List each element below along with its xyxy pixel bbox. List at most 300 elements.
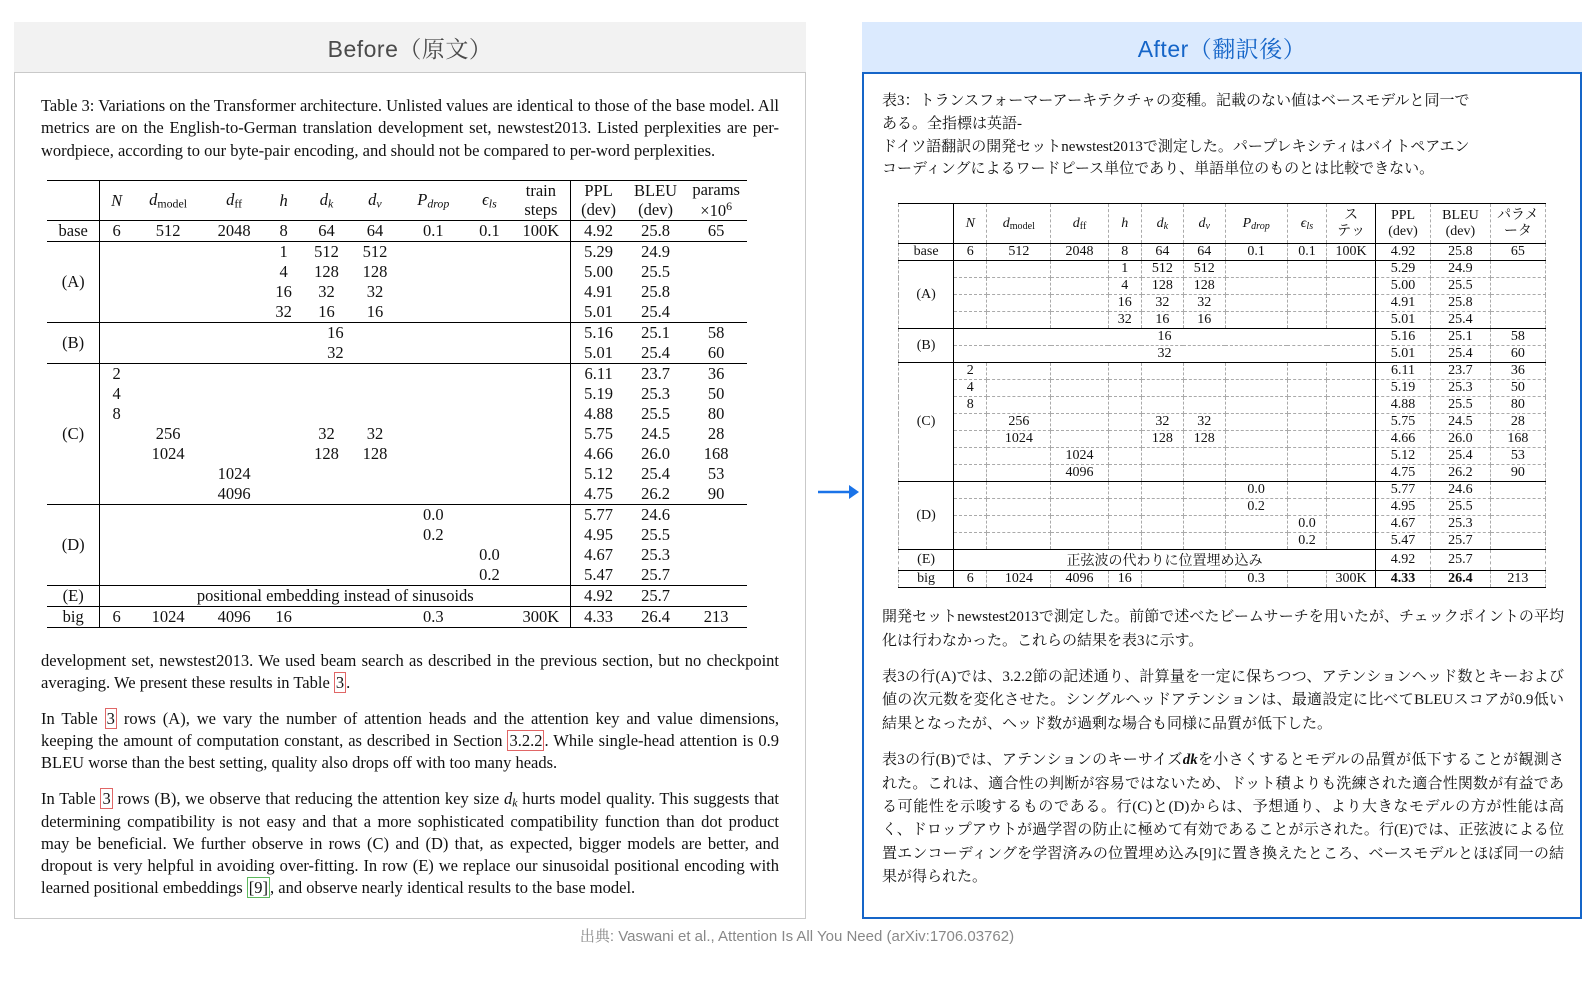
cell-dff: 2048 [1051,244,1108,261]
after-panel-body [862,72,1582,919]
cell-dmodel [133,464,203,484]
cell-dk [302,404,350,424]
cell-params: 36 [1490,363,1545,380]
cell-params: 80 [707,404,725,424]
cell-params: 90 [1490,465,1545,482]
cell-els [467,302,511,323]
cell-dff [1051,278,1108,295]
cell-h [265,424,302,444]
cell-dmodel: 1024 [987,431,1051,448]
cell-dmodel [987,482,1051,499]
cell-N [954,414,987,431]
cell-dff: 1024 [217,464,251,484]
cell-dff [203,404,265,424]
cell-ppl: 4.88 [571,404,626,424]
cell-dmodel [987,278,1051,295]
cell-dmodel [133,484,203,505]
cell-params: 80 [1490,397,1545,414]
table-row [899,550,1546,571]
cell-bleu: 25.5 [1431,397,1491,414]
cell-dff [203,364,265,385]
cell-dk [1141,465,1183,482]
cell-dv: 128 [1183,278,1225,295]
cell-steps [1327,278,1376,295]
cell-bleu: 24.9 [1431,261,1491,278]
cell-h [1108,499,1141,516]
cell-bleu: 25.5 [641,525,670,545]
cell-params: 53 [1490,448,1545,465]
cell-ppl: 5.77 [571,505,626,526]
cell-N [954,516,987,533]
cell-bleu: 25.3 [641,545,670,565]
cell-dmodel: 1024 [133,607,203,628]
cross-reference-link[interactable]: 3 [335,673,345,693]
cell-ppl: 4.67 [1375,516,1430,533]
cell-els [467,444,511,464]
cell-N: 4 [954,380,987,397]
cell-bleu: 26.0 [1431,431,1491,448]
cell-els [1287,363,1327,380]
cell-N: 2 [954,363,987,380]
cell-steps [511,424,570,444]
cell-params: 50 [1490,380,1545,397]
cell-dff: 4096 [1051,571,1108,588]
cell-els: 0.2 [479,565,500,585]
cell-N [954,465,987,482]
cell-Pdrop: 0.3 [1225,571,1287,588]
table-row [47,424,747,444]
cell-h: 1 [1108,261,1141,278]
cell-dff [203,262,265,282]
cell-dff [1051,380,1108,397]
cell-bleu: 25.8 [626,221,685,242]
cell-params [685,242,747,263]
cell-h: 1 [265,242,302,263]
merged-value-cell: 16 [954,329,1376,346]
cell-h [265,384,302,404]
cell-steps [1327,295,1376,312]
cell-params [685,586,747,607]
cell-bleu: 26.0 [641,444,670,464]
cell-ppl: 5.01 [571,302,626,323]
merged-description-cell: 正弦波の代わりに位置埋め込み [954,550,1376,571]
japanese-table-caption [882,90,1564,181]
table-row [47,565,747,586]
cell-bleu: 25.5 [1431,499,1491,516]
cell-ppl: 4.33 [571,607,626,628]
cell-Pdrop [1225,261,1287,278]
cell-Pdrop [399,262,467,282]
before-panel-body [14,72,806,919]
cell-dff [203,282,265,302]
cell-dv [351,607,399,628]
cell-N: 6 [100,607,133,628]
cell-dmodel: 256 [987,414,1051,431]
cell-els [467,364,511,385]
cell-dmodel [133,364,203,385]
cell-dmodel [987,533,1051,550]
cell-dmodel [987,465,1051,482]
cell-els [1287,499,1327,516]
column-header-steps: ス テッ [1327,204,1376,244]
cell-Pdrop [1225,414,1287,431]
cell-params: 213 [685,607,747,628]
column-header-ppl: PPL (dev) [571,181,626,221]
cell-params [685,525,747,545]
cell-params [1490,261,1545,278]
cell-dk: 128 [1141,278,1183,295]
cell-els: 0.1 [1287,244,1327,261]
column-header-dv: dv [1183,204,1225,244]
cell-Pdrop [399,282,467,302]
cell-ppl: 4.95 [1375,499,1430,516]
cell-ppl: 5.12 [571,464,626,484]
column-header-dff: $d_{ff}$ [203,181,265,221]
cell-Pdrop: 0.2 [422,525,444,545]
cell-steps [1327,261,1376,278]
cell-dk [1141,448,1183,465]
row-group-label: (C) [899,363,954,482]
cell-h [1108,516,1141,533]
cell-ppl: 4.92 [571,221,626,242]
table-row [47,525,747,545]
cell-params [1490,516,1545,533]
cell-dv [1183,380,1225,397]
cell-bleu: 25.4 [641,343,670,363]
cell-dv [1183,499,1225,516]
column-header-dk: dk [302,181,350,221]
cell-dk: 32 [318,424,335,444]
column-header-dmodel: $d_{model}$ [133,181,203,221]
cell-steps [511,444,570,464]
cell-dv: 64 [1183,244,1225,261]
cell-dmodel [133,525,203,545]
cell-bleu: 25.1 [626,323,685,344]
english-table-container [41,180,779,628]
cell-dv: 32 [366,282,384,302]
cell-bleu: 26.2 [1431,465,1491,482]
cell-bleu: 25.4 [1431,312,1491,329]
cell-steps [511,282,570,302]
table-row [899,533,1546,550]
cell-Pdrop: 0.0 [1225,482,1287,499]
cell-els [1287,397,1327,414]
cell-dk: 32 [1141,295,1183,312]
cell-dv [1183,533,1225,550]
cross-reference-link[interactable]: 3.2.2 [509,731,543,750]
column-header-N: N [100,181,133,221]
cell-params: 168 [1490,431,1545,448]
cell-params [1490,295,1545,312]
cell-dk [1141,482,1183,499]
table-row [899,261,1546,278]
cell-N [100,262,133,282]
cell-h [265,505,302,526]
cell-dv: 128 [362,262,388,282]
cell-params [1490,550,1545,571]
cell-dv [351,484,399,505]
cell-bleu: 25.7 [641,565,670,585]
cell-Pdrop [1225,516,1287,533]
column-header-params: パラメ ータ [1490,204,1545,244]
cell-Pdrop [1225,431,1287,448]
cell-ppl: 4.75 [1375,465,1430,482]
cell-els [1287,431,1327,448]
cell-dv: 64 [351,221,399,242]
table-row [47,221,747,242]
column-header-Pdrop: Pdrop [1225,204,1287,244]
cell-Pdrop [399,242,467,263]
table-row [899,295,1546,312]
row-group-label: (E) [47,586,100,607]
cell-bleu: 25.5 [641,262,670,282]
cell-h [1108,448,1141,465]
cell-dk: 64 [1141,244,1183,261]
cell-ppl: 4.95 [571,525,626,545]
cell-dmodel [987,397,1051,414]
cell-steps [1327,482,1376,499]
cell-dv [1183,363,1225,380]
table-bottom-rule [47,627,747,628]
cell-ppl: 4.92 [1375,550,1430,571]
cell-params: 65 [685,221,747,242]
column-header-steps: train steps [511,181,570,221]
cell-N: 6 [954,244,987,261]
cell-dmodel: 1024 [151,444,185,464]
table-row [899,363,1546,380]
cell-N [100,424,133,444]
column-header-Pdrop: Pdrop [399,181,467,221]
cell-dv: 32 [1183,414,1225,431]
cell-steps [1327,499,1376,516]
cell-dv [351,505,399,526]
cell-steps [1327,533,1376,550]
cell-dmodel [133,565,203,586]
table-row [47,242,747,263]
cell-N: 2 [100,364,133,385]
cell-N [100,242,133,263]
column-header-N: N [954,204,987,244]
column-header-dv: dv [351,181,399,221]
cell-dv [1183,448,1225,465]
cell-dff [1051,431,1108,448]
cell-params: 28 [1490,414,1545,431]
cell-h: 4 [1108,278,1141,295]
row-group-label: (D) [47,505,100,586]
row-group-label: (C) [47,364,100,505]
cell-dff [203,525,265,545]
cell-dff [203,565,265,586]
inline-math: dk [503,788,518,810]
cell-dmodel [133,384,203,404]
cell-bleu: 23.7 [626,364,685,385]
cell-ppl: 5.47 [571,565,626,586]
cell-steps [1327,380,1376,397]
cell-bleu: 24.6 [626,505,685,526]
cell-N [100,545,133,565]
column-header-dmodel: $d_{model}$ [987,204,1051,244]
cell-els [1287,261,1327,278]
cross-reference-link[interactable]: 3 [106,709,115,729]
cell-params [1490,312,1545,329]
cell-dv [351,364,399,385]
cell-dk [302,525,350,545]
cell-steps: 300K [1327,571,1376,588]
cell-dv [351,404,399,424]
cell-dmodel [133,262,203,282]
cell-dff [1051,533,1108,550]
cell-ppl: 5.75 [1375,414,1430,431]
cell-dff [1051,499,1108,516]
cell-ppl: 5.01 [1375,346,1430,363]
cell-els [1287,278,1327,295]
cell-dk [302,505,350,526]
cell-Pdrop [399,302,467,323]
english-results-table [47,180,747,628]
cell-N [954,533,987,550]
cell-steps: 300K [511,607,570,628]
cell-dv: 512 [351,242,399,263]
cell-Pdrop [1225,295,1287,312]
cell-Pdrop [1225,448,1287,465]
cell-ppl: 4.88 [1375,397,1430,414]
cell-N [100,282,133,302]
japanese-results-table [898,203,1546,588]
cell-dv [1183,397,1225,414]
cell-params [1490,499,1545,516]
cell-dk [302,484,350,505]
column-header-dk: dk [1141,204,1183,244]
citation-link[interactable]: [9] [248,878,268,898]
cell-els [1287,312,1327,329]
cell-bleu: 25.8 [1431,244,1491,261]
cell-params: 28 [707,424,725,444]
cell-dff [203,384,265,404]
cell-h [265,364,302,385]
cell-els [467,607,511,628]
cell-N [954,295,987,312]
cell-Pdrop: 0.1 [1225,244,1287,261]
cell-bleu: 25.8 [1431,295,1491,312]
cell-h: 16 [265,607,302,628]
cell-bleu: 25.4 [1431,448,1491,465]
cell-bleu: 25.5 [1431,278,1491,295]
cell-ppl: 5.29 [571,242,626,263]
before-panel-header [14,22,806,72]
column-header-bleu: BLEU (dev) [626,181,685,221]
cell-dv [351,464,399,484]
cell-els: 0.0 [479,545,500,565]
cell-steps [511,464,570,484]
cell-ppl: 4.67 [571,545,626,565]
cell-dff: 4096 [1051,465,1108,482]
cell-els [467,242,511,263]
cell-N [954,499,987,516]
english-paragraph: development set, newstest2013. We used beam search as described in the previous section, but no checkpoint averaging. We present these results in Table 3 . [41,651,779,693]
column-header-bleu: BLEU (dev) [1431,204,1491,244]
cell-steps [511,262,570,282]
cell-dk [1141,380,1183,397]
table-row [47,282,747,302]
english-paragraph: In Table 3 rows (A), we vary the number of attention heads and the attention key and value dimensions, keeping the amount of computation constant, as described in Section 3.2.2 . While single-head attention is 0.9 BLEU worse than the best setting, quality also drops off with too many heads. [41,709,780,772]
merged-value-cell: 32 [954,346,1376,363]
cell-N [954,261,987,278]
cell-ppl: 5.47 [1375,533,1430,550]
japanese-table-container [880,203,1564,588]
cell-N: 4 [100,384,133,404]
cell-params [1490,278,1545,295]
japanese-body-paragraphs [880,606,1564,889]
cell-ppl: 4.92 [571,586,626,607]
cell-dv: 128 [1183,431,1225,448]
cell-Pdrop [1225,465,1287,482]
cell-Pdrop [399,384,467,404]
cell-bleu: 24.5 [641,424,670,444]
cell-bleu: 25.4 [1431,346,1491,363]
cross-reference-link[interactable]: 3 [102,788,111,808]
cell-steps [1327,516,1376,533]
cell-dv: 16 [1183,312,1225,329]
row-group-label: (E) [899,550,954,571]
table-row [47,364,747,385]
table-row [899,448,1546,465]
cell-bleu: 25.4 [641,464,670,484]
cell-N [100,302,133,323]
cell-dmodel [133,242,203,263]
cell-dk: 128 [314,262,339,282]
cell-h: 32 [275,302,292,322]
cell-N: 6 [100,221,133,242]
table-row [47,323,747,344]
cell-bleu: 25.1 [1431,329,1491,346]
cell-ppl: 5.19 [1375,380,1430,397]
table-row [899,516,1546,533]
cell-params: 60 [1490,346,1545,363]
table-row [47,384,747,404]
cell-dk: 128 [1141,431,1183,448]
cell-params: 60 [707,343,725,363]
cell-params [685,302,747,323]
cell-params [685,505,747,526]
cell-els [467,384,511,404]
column-header-params: params $\times 10^6$ [685,181,747,221]
table-row [899,397,1546,414]
cell-Pdrop [399,545,467,565]
cell-dff [203,545,265,565]
cell-steps [1327,448,1376,465]
table-row [47,586,747,607]
cell-h [1108,431,1141,448]
cell-els [467,262,511,282]
cell-dk [302,364,350,385]
cell-dk [1141,571,1183,588]
cell-dff: 1024 [1051,448,1108,465]
cell-steps [511,484,570,505]
cell-dv [351,545,399,565]
cell-els [1287,482,1327,499]
cell-steps: 100K [1327,244,1376,261]
cell-dmodel [987,499,1051,516]
table-row [47,505,747,526]
cell-dv: 512 [1183,261,1225,278]
table-row [899,571,1546,588]
cell-bleu: 24.6 [1431,482,1491,499]
cell-dmodel [133,505,203,526]
cell-dk: 16 [1141,312,1183,329]
cell-dv [351,525,399,545]
column-header-h: h [1108,204,1141,244]
merged-value-cell: 32 [100,343,571,364]
